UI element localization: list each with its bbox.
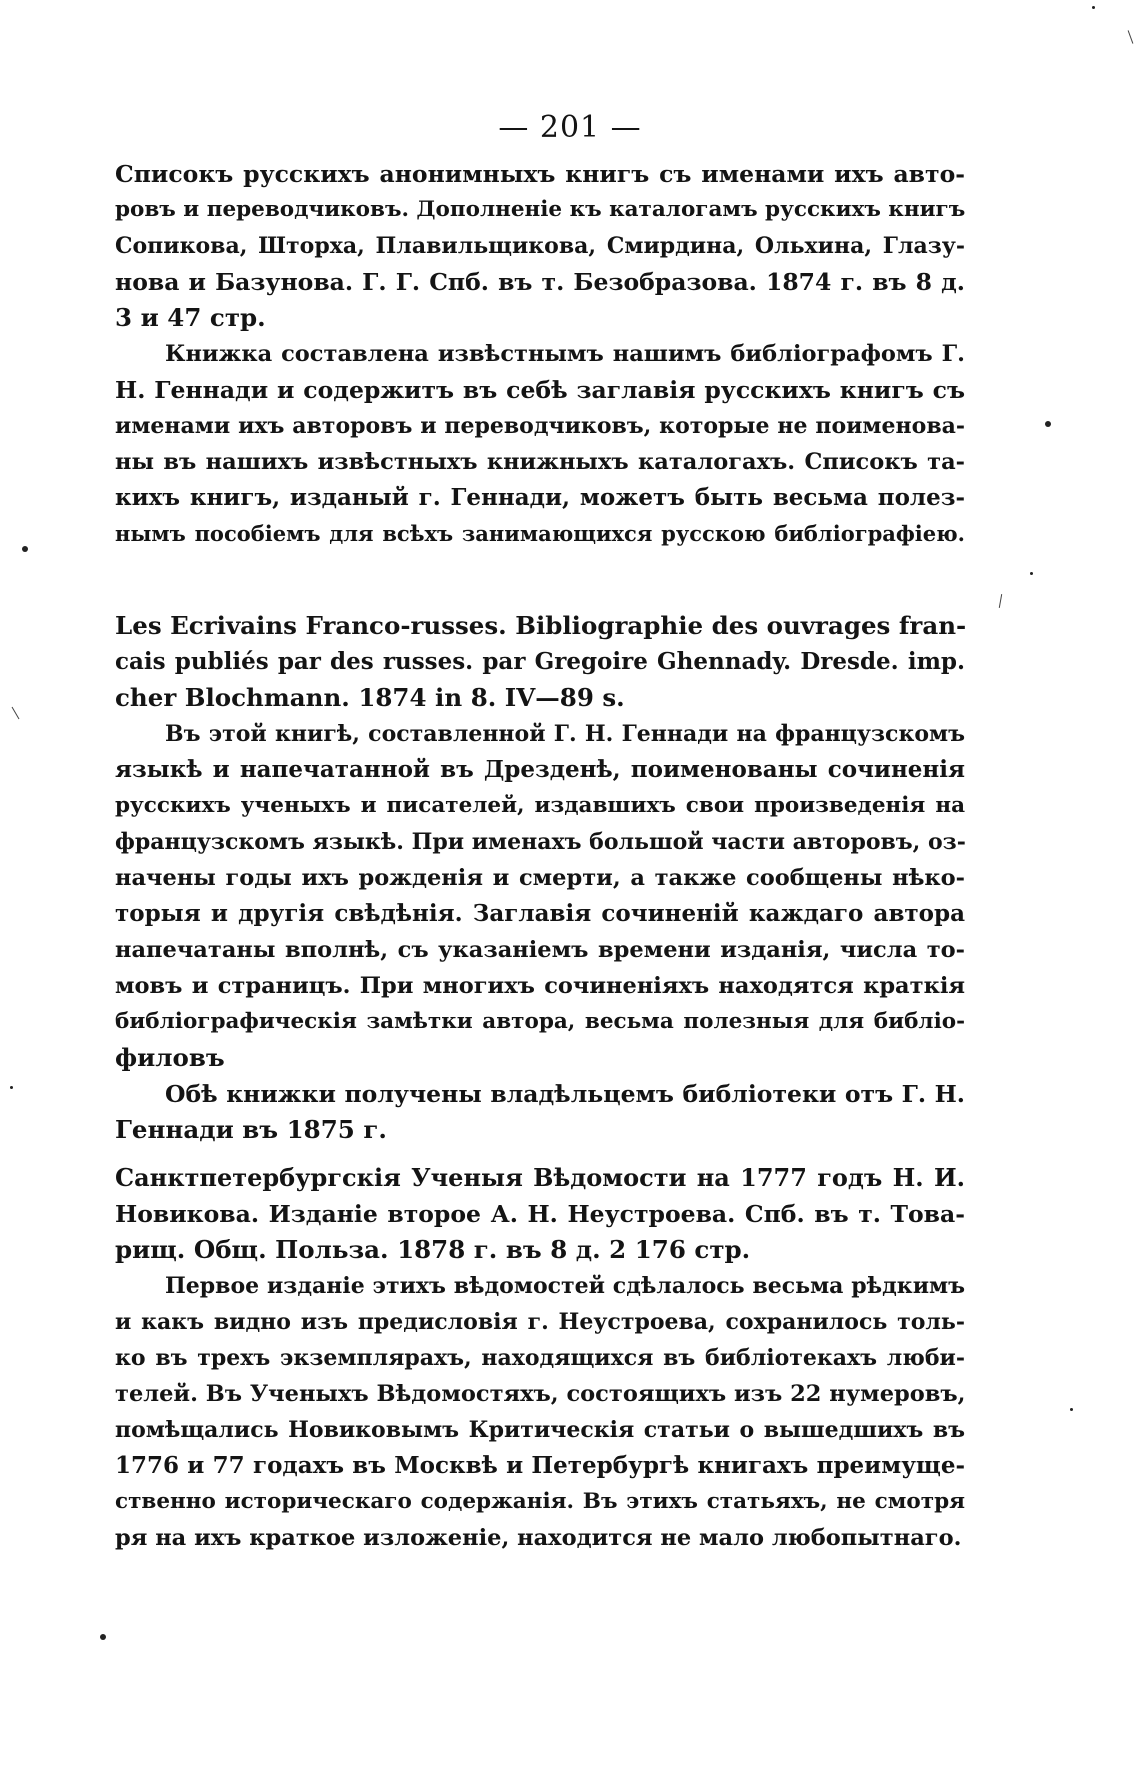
- paragraph-line: ря на ихъ краткое изложеніе, находится не мало любопытнаго.: [115, 1525, 962, 1551]
- entry-line: cher Blochmann. 1874 in 8. IV—89 s.: [115, 683, 625, 712]
- paragraph-line: и какъ видно изъ предисловія г. Неустроева, сохранилось толь-: [115, 1309, 965, 1335]
- bibliography-entry-2: [115, 608, 965, 1148]
- paragraph-line: Въ этой книгѣ, составленной Г. Н. Геннади на французскомъ: [165, 721, 965, 747]
- paragraph-line: Н. Геннади и содержитъ въ себѣ заглавія русскихъ книгъ съ: [115, 376, 965, 404]
- entry-title-lead: Les Ecrivains: [115, 611, 297, 640]
- paragraph-line: Обѣ книжки получены владѣльцемъ библіотеки отъ Г. Н.: [165, 1080, 965, 1108]
- paragraph-line: Первое изданіе этихъ вѣдомостей сдѣлалось весьма рѣдкимъ: [165, 1273, 965, 1299]
- paragraph-line: нымъ пособіемъ для всѣхъ занимающихся русскою библіографіею.: [115, 521, 965, 546]
- paragraph-line: русскихъ ученыхъ и писателей, издавшихъ свои произведенія на: [115, 793, 965, 818]
- scan-speck: [10, 1086, 13, 1089]
- scan-speck: [22, 546, 28, 552]
- entry-line: рищ. Общ. Польза. 1878 г. въ 8 д. 2 176 стр.: [115, 1235, 751, 1264]
- scan-mark: [12, 707, 20, 720]
- scan-speck: [1092, 6, 1095, 9]
- paragraph-line: торыя и другія свѣдѣнія. Заглавія сочиненій каждаго автора: [115, 900, 965, 927]
- entry-line: ровъ и переводчиковъ. Дополненіе къ каталогамъ русскихъ книгъ: [115, 197, 966, 222]
- entry-line: Les Ecrivains Franco-russes. Bibliographie des ouvrages fran-: [115, 611, 967, 640]
- entry-title-lead: Санктпетербургскія: [115, 1163, 401, 1192]
- page-number: — 201 —: [498, 110, 642, 145]
- entry-title-lead: Списокъ: [115, 160, 234, 188]
- paragraph-line: филовъ: [115, 1043, 225, 1072]
- scan-speck: [1070, 1408, 1073, 1411]
- entry-line: Санктпетербургскія Ученыя Вѣдомости на 1777 годъ Н. И.: [115, 1163, 965, 1192]
- scan-mark: [999, 594, 1002, 608]
- paragraph-line: ны въ нашихъ извѣстныхъ книжныхъ каталогахъ. Списокъ та-: [115, 449, 965, 475]
- paragraph-line: именами ихъ авторовъ и переводчиковъ, которые не поименова-: [115, 413, 965, 439]
- paragraph-line: начены годы ихъ рожденія и смерти, а также сообщены нѣко-: [115, 865, 965, 891]
- bibliography-entry-3: [115, 1160, 965, 1556]
- scan-speck: [1045, 421, 1051, 427]
- paragraph-line: французскомъ языкѣ. При именахъ большой части авторовъ, оз-: [115, 829, 966, 855]
- entry-line: Сопикова, Шторха, Плавильщикова, Смирдина, Ольхина, Глазу-: [115, 233, 965, 259]
- entry-line: нова и Базунова. Г. Г. Спб. въ т. Безобразова. 1874 г. въ 8 д.: [115, 268, 965, 296]
- paragraph-line: напечатаны вполнѣ, съ указаніемъ времени изданія, числа то-: [115, 937, 965, 963]
- entry-line: cais publiés par des russes. par Gregoire Ghennady. Dresde. imp.: [115, 648, 965, 675]
- paragraph-line: языкѣ и напечатанной въ Дрезденѣ, поименованы сочиненія: [115, 756, 965, 783]
- paragraph-line: ственно историческаго содержанія. Въ этихъ статьяхъ, не смотря: [115, 1489, 965, 1514]
- paragraph-line: Геннади въ 1875 г.: [115, 1115, 387, 1144]
- scan-mark: [1128, 30, 1134, 43]
- paragraph-line: кихъ книгъ, изданый г. Геннади, можетъ быть весьма полез-: [115, 484, 965, 511]
- scan-speck: [100, 1634, 106, 1640]
- bibliography-entry-1: [115, 156, 965, 552]
- paragraph-line: помѣщались Новиковымъ Критическія статьи о вышедшихъ въ: [115, 1417, 965, 1443]
- paragraph-line: мовъ и страницъ. При многихъ сочиненіяхъ находятся краткія: [115, 973, 965, 999]
- scan-speck: [1030, 572, 1033, 575]
- paragraph-line: 1776 и 77 годахъ въ Москвѣ и Петербургѣ книгахъ преимуще-: [115, 1452, 965, 1479]
- paragraph-line: телей. Въ Ученыхъ Вѣдомостяхъ, состоящихъ изъ 22 нумеровъ,: [115, 1381, 966, 1407]
- paragraph-line: библіографическія замѣтки автора, весьма полезныя для библіо-: [115, 1009, 965, 1034]
- paragraph-line: Книжка составлена извѣстнымъ нашимъ библіографомъ Г.: [165, 341, 965, 367]
- entry-line: Списокъ русскихъ анонимныхъ книгъ съ именами ихъ авто-: [115, 160, 965, 188]
- paragraph-line: ко въ трехъ экземплярахъ, находящихся въ библіотекахъ люби-: [115, 1345, 965, 1371]
- entry-line: 3 и 47 стр.: [115, 303, 266, 332]
- entry-line: Новикова. Изданіе второе А. Н. Неустроева. Спб. въ т. Това-: [115, 1200, 965, 1228]
